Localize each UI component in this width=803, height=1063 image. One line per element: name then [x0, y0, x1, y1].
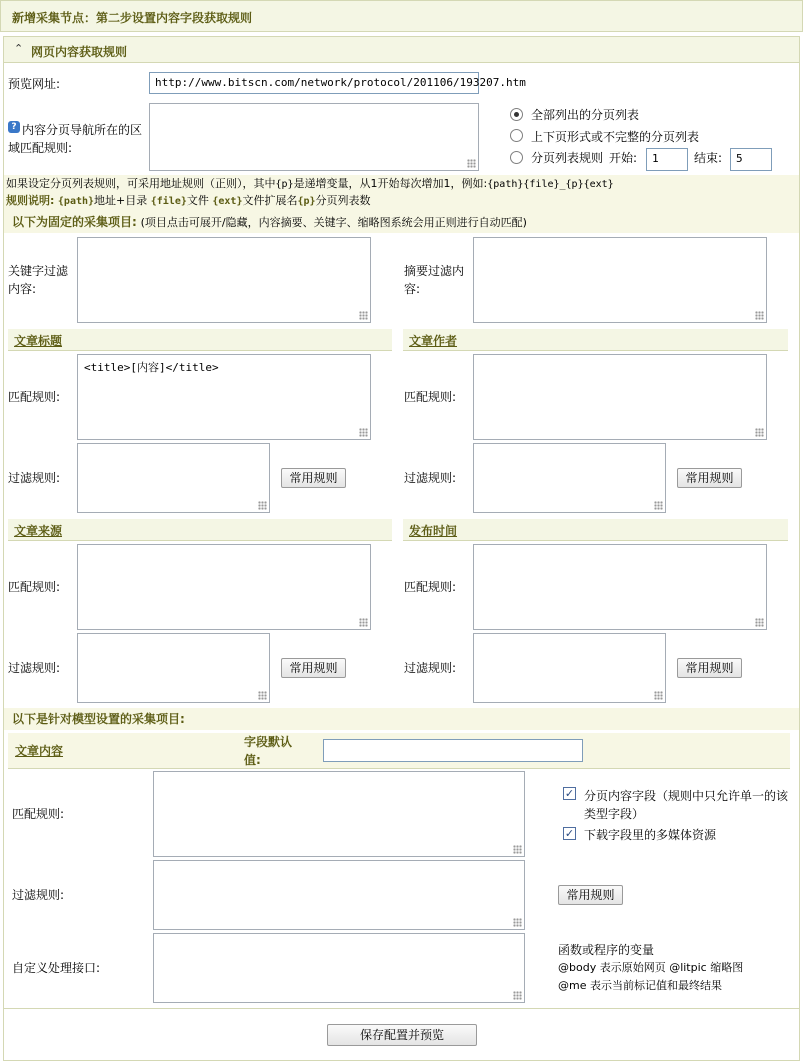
- title-filter-textarea[interactable]: [77, 443, 270, 513]
- rules-note-label: 规则说明:: [6, 194, 55, 207]
- source-filter-textarea[interactable]: [77, 633, 270, 703]
- rules-var-path: {path}: [57, 196, 95, 207]
- note-example: {path}{file}_{p}{ext}: [487, 179, 614, 190]
- media-download-checkbox[interactable]: ✓: [564, 827, 575, 840]
- rules-var-p: {p}: [297, 196, 316, 207]
- radio-list-rule-label: 分页列表规则: [531, 151, 604, 165]
- title-filter-label: 过滤规则:: [8, 471, 61, 485]
- paged-field-label: 分页内容字段（规则中只允许单一的该类型字段）: [584, 789, 789, 821]
- vars-title: 函数或程序的变量: [558, 943, 655, 957]
- source-field-header[interactable]: [8, 519, 392, 541]
- note-text-1: 如果设定分页列表规则，可采用地址规则（正则），其中: [6, 177, 276, 190]
- content-filter-textarea[interactable]: [153, 860, 525, 930]
- paged-field-checkbox[interactable]: ✓: [564, 787, 575, 800]
- author-common-rules-button[interactable]: 常用规则: [677, 468, 742, 488]
- keyword-filter-textarea[interactable]: [77, 237, 371, 323]
- author-filter-textarea[interactable]: [473, 443, 666, 513]
- title-field-name[interactable]: 文章标题: [14, 334, 63, 348]
- vars-line-1: @body 表示原始网页 @litpic 缩略图: [558, 961, 744, 974]
- custom-interface-label: 自定义处理接口:: [12, 961, 101, 975]
- media-download-label: 下载字段里的多媒体资源: [584, 828, 717, 842]
- content-common-rules-button[interactable]: 常用规则: [558, 885, 623, 905]
- collapse-chevron-icon[interactable]: ⌃: [14, 42, 24, 55]
- content-field-name[interactable]: 文章内容: [15, 744, 64, 758]
- title-match-textarea[interactable]: <title>[内容]</title>: [77, 354, 371, 440]
- start-input[interactable]: 1: [646, 148, 688, 171]
- source-filter-label: 过滤规则:: [8, 661, 61, 675]
- source-match-label: 匹配规则:: [8, 580, 61, 594]
- pubdate-common-rules-button[interactable]: 常用规则: [677, 658, 742, 678]
- end-label: 结束:: [694, 151, 723, 165]
- vars-line-2: @me 表示当前标记值和最终结果: [558, 979, 722, 992]
- end-input[interactable]: 5: [730, 148, 772, 171]
- custom-interface-textarea[interactable]: [153, 933, 525, 1003]
- rules-file-desc: 文件: [186, 194, 209, 207]
- pubdate-filter-label: 过滤规则:: [404, 661, 457, 675]
- note-var-p: {p}: [275, 179, 294, 190]
- summary-filter-textarea[interactable]: [473, 237, 767, 323]
- content-match-label: 匹配规则:: [12, 807, 65, 821]
- rules-note: [6, 192, 371, 211]
- source-common-rules-button[interactable]: 常用规则: [281, 658, 346, 678]
- question-icon[interactable]: ?: [8, 121, 20, 133]
- source-match-textarea[interactable]: [77, 544, 371, 630]
- pubdate-match-textarea[interactable]: [473, 544, 767, 630]
- rules-p-desc: 分页列表数: [315, 194, 371, 207]
- page-title: 新增采集节点：第二步设置内容字段获取规则: [12, 11, 253, 25]
- content-match-textarea[interactable]: [153, 771, 525, 857]
- section-header[interactable]: [4, 37, 799, 63]
- footer-divider: [4, 1008, 799, 1009]
- preview-url-input[interactable]: http://www.bitscn.com/network/protocol/201106/193207.htm: [149, 72, 479, 94]
- save-and-preview-button[interactable]: 保存配置并预览: [327, 1024, 477, 1046]
- radio-prev-next[interactable]: [510, 129, 523, 142]
- preview-url-label: 预览网址:: [8, 77, 61, 91]
- content-filter-label: 过滤规则:: [12, 888, 65, 902]
- author-field-header[interactable]: [403, 329, 788, 351]
- author-match-textarea[interactable]: [473, 354, 767, 440]
- note-text-2: 是递增变量，从1开始每次增加1，例如:: [293, 177, 488, 190]
- radio-list-rule[interactable]: [510, 151, 523, 164]
- pubdate-field-header[interactable]: [403, 519, 788, 541]
- title-field-header[interactable]: [8, 329, 392, 351]
- section-title: 网页内容获取规则: [31, 45, 128, 59]
- author-match-label: 匹配规则:: [404, 390, 457, 404]
- fixed-items-heading: [12, 213, 527, 232]
- rules-ext-desc: 文件扩展名: [242, 194, 298, 207]
- pubdate-match-label: 匹配规则:: [404, 580, 457, 594]
- rules-var-file: {file}: [150, 196, 187, 207]
- keyword-filter-label: 关键字过滤内容:: [8, 264, 69, 296]
- paging-area-label: 内容分页导航所在的区域匹配规则:: [8, 123, 143, 155]
- author-field-name[interactable]: 文章作者: [409, 334, 458, 348]
- default-value-input[interactable]: [323, 739, 583, 762]
- radio-all-pages[interactable]: [510, 108, 523, 121]
- title-common-rules-button[interactable]: 常用规则: [281, 468, 346, 488]
- title-match-label: 匹配规则:: [8, 390, 61, 404]
- radio-prev-next-label: 上下页形式或不完整的分页列表: [531, 130, 700, 144]
- author-filter-label: 过滤规则:: [404, 471, 457, 485]
- page-header: [0, 0, 803, 32]
- fixed-items-desc: (项目点击可展开/隐藏，内容摘要、关键字、缩略图系统会用正则进行自动匹配): [140, 216, 527, 229]
- fixed-items-title: 以下为固定的采集项目:: [12, 215, 137, 229]
- pubdate-filter-textarea[interactable]: [473, 633, 666, 703]
- paging-area-textarea[interactable]: [149, 103, 479, 171]
- summary-filter-label: 摘要过滤内容:: [404, 264, 465, 296]
- default-value-label: 字段默认值:: [244, 735, 293, 767]
- pubdate-field-name[interactable]: 发布时间: [409, 524, 458, 538]
- source-field-name[interactable]: 文章来源: [14, 524, 63, 538]
- model-items-heading: 以下是针对模型设置的采集项目:: [12, 712, 185, 726]
- radio-all-pages-label: 全部列出的分页列表: [531, 108, 640, 122]
- rules-var-ext: {ext}: [212, 196, 243, 207]
- start-label: 开始:: [609, 151, 638, 165]
- rules-path-desc: 地址+目录: [94, 194, 148, 207]
